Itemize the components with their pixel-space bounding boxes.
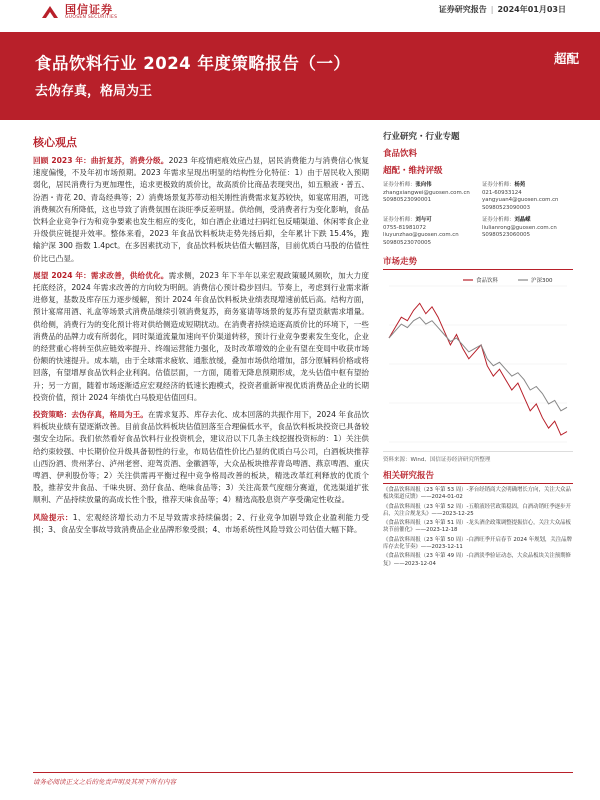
related-report-item: 《食品饮料周报（23 年第 49 周）-白酒淡季验证动态，大众品板块关注预期修复》——2023-12-04 bbox=[383, 553, 571, 567]
paragraph-risk: 风险提示：1、宏观经济增长动力不足导致需求持续偏弱；2、行业竞争加剧导致企业盈利能力受损；3、食品安全事故导致消费品企业品牌形象受损；4、市场系统性风险导致公司估值大幅下降。 bbox=[33, 512, 369, 534]
related-report-item: 《食品饮料周报（23 年第 51 周）-龙头酒企政策调整提振信心，关注大众品板块节前催化》——2023-12-18 bbox=[383, 520, 571, 534]
report-date: 2024年01月03日 bbox=[497, 5, 566, 14]
rating-badge: 超配 bbox=[553, 51, 579, 66]
chart-source: 资料来源：Wind、国信证券经济研究所整理 bbox=[383, 457, 491, 463]
title-banner bbox=[0, 32, 600, 120]
research-type: 行业研究・行业专题 bbox=[383, 132, 460, 142]
report-subtitle: 去伪存真，格局为王 bbox=[35, 84, 153, 99]
core-views-column bbox=[33, 130, 369, 541]
related-report-item: 《食品饮料周报（23 年第 50 周）-白酒旺季开启春节 2024 年规划，关注品牌库存去化节奏》——2023-12-11 bbox=[383, 536, 572, 551]
analyst-card: 证券分析师：刘晶嵘 liulianrong@guosen.com.cn S0980523060005 bbox=[482, 217, 557, 238]
analyst-card: 证券分析师：刘与可 0755-81981072 liuyunzhao@guosen.com.cn S0980523070005 bbox=[383, 217, 459, 246]
legend-label: 食品饮料 bbox=[476, 278, 499, 284]
paragraph-review: 回顾 2023 年：曲折复苏，消费分级。2023 年疫情疤痕效应凸显，居民消费能力与消费信心恢复速度偏慢，不及年初市场预期。2023 年需求呈现出明显的结构性分化特征：1）由于居民收入预期弱化，居民消费行为更加理性，追求更极致的质价比，故高质价比商品表现突出，如五粮液・普五、汾酒・青花 20、青岛经典等；2）消费场景复苏带动相关刚性消费需求复苏较快，如宴席用酒，可选消费频次有所降低，这也导致了消费氛围在淡旺季反差明显。供给侧，受消费者行为变化影响，食品饮料企业竞争行为和竞争要素也发生相应的变化，如白酒企业通过扫码红包反哺渠道、休闲零食企业升级供应链提升效率。整体来看，2023 年食品饮料板块走势先扬后抑，全年累计下跌 15.4%，跑输沪深 300 指数 1.4pct。在多因素扰动下，食品饮料板块估值大幅回落，目前优质白马股的估值性价比已凸显。 bbox=[33, 156, 370, 263]
logo bbox=[40, 0, 117, 24]
legend-label: 沪深300 bbox=[531, 278, 553, 284]
report-title: 食品饮料行业 2024 年度策略报告（一） bbox=[35, 54, 351, 73]
analyst-card: 证券分析师：杨苑 021-60933124 yangyuan4@guosen.com.cn S0980523090003 bbox=[482, 182, 559, 211]
footer-divider bbox=[33, 772, 573, 773]
related-report-item: 《食品饮料周报（23 年第 53 周）-茅台经销商大会明确增长方向，关注大众品板块渠道反馈》——2024-01-02 bbox=[383, 487, 571, 501]
related-report-item: 《食品饮料周报（23 年第 52 周）-五粮液经营政策稳固，白酒动销旺季逐步开启，关注合规龙头》——2023-12-25 bbox=[383, 503, 571, 517]
analyst-list bbox=[383, 182, 573, 247]
paragraph-outlook: 展望 2024 年：需求改善，供给优化。需求侧，2023 年下半年以来宏观政策暖风频吹，加大力度托底经济，2024 年需求改善的方向较为明朗。消费信心预计稳步回归。节奏上，考虑到行业需求渐进修复，基数及库存压力逐步缓解，预计 2024 年食品饮料板块业绩表现增速前低后高。结构方面，预计宴席用酒、礼盒等场景式消费品继续引领消费复苏，商务宴请等场景的复苏有望贡献需求增量。供给侧，消费行为的变化预计将对供给侧造成短期扰动。在消费者持续追逐高质价比的环境下，一些消费品的品牌力或有所弱化，同时渠道流量加速向平价渠道转移，预计行业竞争要素发生变化，企业的经营重心将转至供应链效率提升、终端运营能力强化，及时改革增效的企业有望在变局中收获市场份额的快速提升。成本端，由于全球需求疲软、通胀放缓，叠加市场供给增加，部分原辅料价格或将回落，有望增厚食品饮料企业利润。估值层面，一方面，随着无降息预期形成，龙头估值中枢有望抬升；另一方面，随着市场逐渐适应宏观经济的低速长跑模式，投资者重新审视优质消费品企业的长期投资价值，预计 2024 年绩优白马股迎估值回归。 bbox=[33, 270, 370, 402]
market-trend-svg bbox=[383, 272, 573, 452]
market-trend-chart bbox=[383, 272, 573, 452]
paragraph-strategy: 投资策略：去伪存真，格局为王。在需求复苏、库存去化、成本回落的共振作用下，2024 年食品饮料板块业绩有望逐渐改善。目前食品饮料板块估值回落至合理偏低水平，食品饮料板块投资已具备较强安全边际。我们依然看好食品饮料行业投资机会，建议沿以下几条主线挖掘投资标的：1）关注供给约束较强、中长期价位升级具备韧性的行业，布局估值性价比凸显的优质白马公司，白酒板块推荐山西汾酒、贵州茅台、泸州老窖、迎驾贡酒、金徽酒等，大众品板块推荐青岛啤酒、燕京啤酒、重庆啤酒、伊利股份等；2）关注供需再平衡过程中竞争格局改善的板块，精选改革红利释放的优质个股，推荐安井食品、千味央厨、劲仔食品、绝味食品等；3）关注高景气度细分赛道，优选渠道扩张顺利、产品持续放量的高成长性个股，推荐天味食品等；4）精选高股息资产享受确定性收益。 bbox=[33, 410, 369, 505]
footer-disclaimer: 请务必阅读正文之后的免责声明及其项下所有内容 bbox=[33, 778, 176, 786]
logo-name: 国信证券 bbox=[65, 2, 113, 16]
report-type: 证券研究报告 bbox=[438, 5, 487, 14]
top-bar bbox=[0, 0, 600, 32]
report-meta: 证券研究报告 | 2024年01月03日 bbox=[438, 5, 566, 14]
industry-rating: 超配・维持评级 bbox=[383, 166, 443, 176]
market-trend-title: 市场走势 bbox=[383, 255, 573, 270]
related-reports-title: 相关研究报告 bbox=[383, 469, 573, 484]
core-views-title: 核心观点 bbox=[33, 136, 77, 149]
sidebar bbox=[383, 130, 573, 570]
chart-series-line bbox=[389, 303, 567, 435]
logo-icon bbox=[40, 4, 60, 20]
industry-name: 食品饮料 bbox=[383, 149, 418, 159]
logo-name-en: GUOSEN SECURITIES bbox=[65, 14, 118, 20]
analyst-card: 证券分析师：张向伟 zhangxiangwei@guosen.com.cn S0980523090001 bbox=[383, 182, 470, 203]
